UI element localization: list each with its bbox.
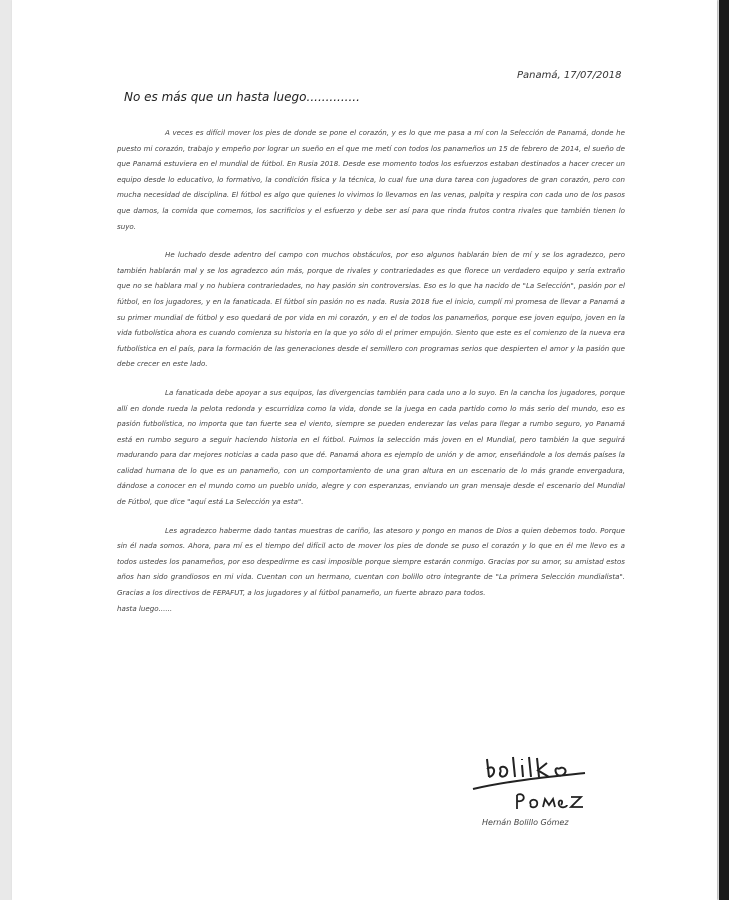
paragraph: He luchado desde adentro del campo con muchos obstáculos, por eso algunos hablarán bien de mí y se los agradezco, pero también hablarán mal y se los agradezco aún más, porque de rivales y contrariedades es que florece un verdadero equipo y sería extraño que no se hablara mal y no hubiera contrariedades, no hay pasión sin controversias. Eso es lo que ha nacido de "La Selección", pasión por el fútbol, en los jugadores, y en la fanaticada. El fútbol sin pasión no es nada. Rusia 2018 fue el inicio, cumplí mi promesa de llevar a Panamá a su primer mundial de fútbol y eso quedará de por vida en mi corazón, y en el de todos los panameños, porque ese joven equipo, joven en la vida futbolística ahora es cuando comienza su historia en la que yo sólo di el primer empujón. Siento que este es el comienzo de la nueva era futbolística en el país, para la formación de las generaciones desde el semillero con programas serios que despierten el amor y la pasión que debe crecer en este lado. [117, 250, 625, 369]
closing-line: hasta luego...... [117, 603, 173, 613]
letter-body [117, 125, 625, 616]
letter-title: No es más que un hasta luego.............. [124, 90, 360, 104]
signature-name: Hernán Bolillo Gómez [482, 818, 569, 827]
scan-border [719, 0, 729, 900]
letter-page [12, 0, 717, 900]
paragraph: Les agradezco haberme dado tantas muestras de cariño, las atesoro y pongo en manos de Dios a quien debemos todo. Porque sin él nada somos. Ahora, para mí es el tiempo del difícil acto de mover los pies de donde se puso el corazón y lo que en él me llevo es a todos ustedes los panameños, por eso despedirme es casi imposible porque siempre estarán conmigo. Gracias por su amor, su amistad estos años han sido grandiosos en mi vida. Cuentan con un hermano, cuentan con bolillo otro integrante de "La primera Selección mundialista". Gracias a los directivos de FEPAFUT, a los jugadores y al fútbol panameño, un fuerte abrazo para todos. [117, 525, 625, 598]
paragraph: A veces es difícil mover los pies de donde se pone el corazón, y es lo que me pasa a mí con la Selección de Panamá, donde he puesto mi corazón, trabajo y empeño por lograr un sueño en el que me metí con todos los panameños un 15 de febrero de 2014, el sueño de que Panamá estuviera en el mundial de fútbol. En Rusia 2018. Desde ese momento todos los esfuerzos estaban destinados a hacer crecer un equipo desde lo educativo, lo formativo, la condición física y la técnica, lo cual fue una dura tarea con jugadores de gran corazón, pero con mucha necesidad de disciplina. El fútbol es algo que quienes lo vivimos lo llevamos en las venas, palpita y respira con cada uno de los pasos que damos, la comida que comemos, los sacrificios y el esfuerzo y debe ser así para que rinda frutos contra rivales que también tienen lo suyo. [117, 128, 625, 231]
handwritten-signature [467, 755, 607, 815]
paragraph: La fanaticada debe apoyar a sus equipos, las divergencias también para cada uno a lo suyo. En la cancha los jugadores, porque allí en donde rueda la pelota redonda y escurridiza como la vida, donde se la juega en cada partido como lo más serio del mundo, eso es pasión futbolística, no importa que tan fuerte sea el viento, siempre se pueden enderezar las velas para llegar a rumbo seguro, yo Panamá está en rumbo seguro a seguir haciendo historia en el fútbol. Fuimos la selección más joven en el Mundial, pero también la que seguirá madurando para dar mejores noticias a cada paso que dé. Panamá ahora es ejemplo de unión y de amor, enseñándole a los demás países la calidad humana de lo que es un panameño, con un comportamiento de una gran altura en un escenario de lo más grande envergadura, dándose a conocer en el mundo como un pueblo unido, alegre y con esperanzas, enviando un gran mensaje desde el escenario del Mundial de Fútbol, que dice "aquí está La Selección ya esta". [117, 387, 625, 507]
letter-date: Panamá, 17/07/2018 [517, 70, 622, 81]
